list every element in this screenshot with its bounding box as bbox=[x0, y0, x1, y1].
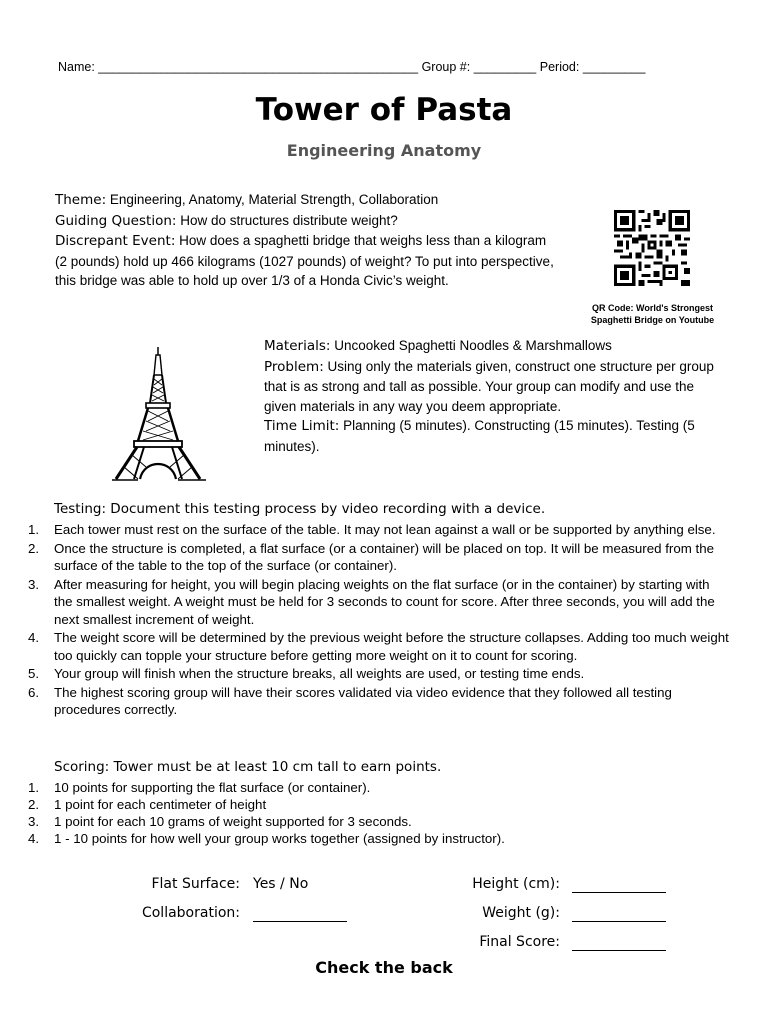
group-label: Group #: bbox=[418, 60, 474, 74]
height-field[interactable] bbox=[572, 876, 666, 893]
flat-surface-value[interactable]: Yes / No bbox=[253, 876, 309, 892]
list-item: 6. The highest scoring group will have their scores validated via video evidence that they followed all testing procedures correctly. bbox=[28, 684, 672, 717]
time-limit-text: Planning (5 minutes). Constructing (15 minutes). Testing (5 minutes). bbox=[264, 418, 695, 454]
student-info-line bbox=[58, 60, 645, 74]
time-limit-label: Time Limit: bbox=[264, 418, 340, 434]
name-field[interactable]: ______________________________________________ bbox=[98, 60, 419, 74]
testing-heading: Testing: Document this testing process by video recording with a device. bbox=[54, 501, 546, 517]
height-label: Height (cm): bbox=[472, 876, 560, 892]
materials-line bbox=[264, 336, 724, 357]
page-subtitle: Engineering Anatomy bbox=[286, 141, 482, 160]
problem-label: Problem: bbox=[264, 358, 324, 375]
list-item: 3. 1 point for each 10 grams of weight supported for 3 seconds. bbox=[28, 814, 412, 829]
list-item: 2. 1 point for each centimeter of height bbox=[28, 797, 267, 812]
period-field[interactable]: _________ bbox=[582, 60, 646, 74]
list-item: 5. Your group will finish when the structure breaks, all weights are used, or testing time ends. bbox=[28, 666, 585, 681]
problem-paragraph bbox=[264, 357, 724, 417]
materials-label: Materials: bbox=[264, 338, 331, 354]
page-title: Tower of Pasta bbox=[255, 92, 513, 128]
list-item: 1. 10 points for supporting the flat surface (or container). bbox=[28, 780, 371, 795]
list-item: 4. 1 - 10 points for how well your group works together (assigned by instructor). bbox=[28, 831, 505, 846]
discrepant-event-label: Discrepant Event: bbox=[55, 233, 176, 249]
weight-label: Weight (g): bbox=[482, 905, 560, 921]
materials-text: Uncooked Spaghetti Noodles & Marshmallows bbox=[330, 338, 612, 353]
testing-list bbox=[0, 521, 730, 720]
guiding-question-label: Guiding Question: bbox=[55, 212, 177, 229]
guiding-question-line bbox=[55, 211, 560, 232]
discrepant-event-paragraph bbox=[55, 231, 560, 291]
scoring-list bbox=[0, 779, 730, 847]
collaboration-label: Collaboration: bbox=[141, 905, 240, 921]
flat-surface-label: Flat Surface: bbox=[151, 876, 240, 892]
eiffel-tower-icon bbox=[110, 345, 210, 483]
theme-label: Theme: bbox=[55, 192, 107, 208]
group-field[interactable]: _________ bbox=[473, 60, 537, 74]
period-label: Period: bbox=[536, 60, 583, 74]
qr-caption: QR Code: World's Strongest Spaghetti Bridge on Youtube bbox=[590, 303, 715, 325]
check-the-back-note: Check the back bbox=[315, 958, 453, 977]
list-item: 3. After measuring for height, you will begin placing weights on the flat surface (or in the container) by starting with the smallest weight. A weight must be held for 3 seconds to count for score. After three seconds, you will add the next smallest increment of weight. bbox=[28, 576, 715, 627]
list-item: 1. Each tower must rest on the surface of the table. It may not lean against a wall or be supported by anything else. bbox=[28, 522, 716, 537]
guiding-question-text: How do structures distribute weight? bbox=[176, 212, 398, 228]
collaboration-field[interactable] bbox=[253, 905, 347, 922]
theme-line bbox=[55, 190, 560, 211]
time-limit-paragraph bbox=[264, 416, 724, 456]
discrepant-event-text: How does a spaghetti bridge that weighs less than a kilogram (2 pounds) hold up 466 kilograms (1027 pounds) of weight? To put into perspective, this bridge was able to hold up over 1/3 of a Honda Civic’s weight. bbox=[55, 233, 554, 288]
final-score-field[interactable] bbox=[572, 934, 666, 951]
materials-section bbox=[264, 336, 724, 456]
problem-text: Using only the materials given, construct one structure per group that is as strong and tall as possible. Your group can modify and use the given materials in any way you deem appropriate. bbox=[264, 358, 714, 414]
list-item: 2. Once the structure is completed, a flat surface (or a container) will be placed on top. It will be measured from the surface of the table to the top of the surface (or container). bbox=[28, 540, 714, 573]
weight-field[interactable] bbox=[572, 905, 666, 922]
intro-section bbox=[55, 190, 560, 291]
qr-code-icon[interactable] bbox=[614, 210, 690, 286]
list-item: 4. The weight score will be determined by the previous weight before the structure collapses. Adding too much weight too quickly can topple your structure before getting more weight on it to count for scoring. bbox=[28, 630, 729, 663]
final-score-label: Final Score: bbox=[479, 934, 560, 950]
scoring-heading: Scoring: Tower must be at least 10 cm tall to earn points. bbox=[54, 759, 442, 775]
theme-text: Engineering, Anatomy, Material Strength, Collaboration bbox=[106, 192, 439, 207]
name-label: Name: bbox=[58, 60, 99, 74]
